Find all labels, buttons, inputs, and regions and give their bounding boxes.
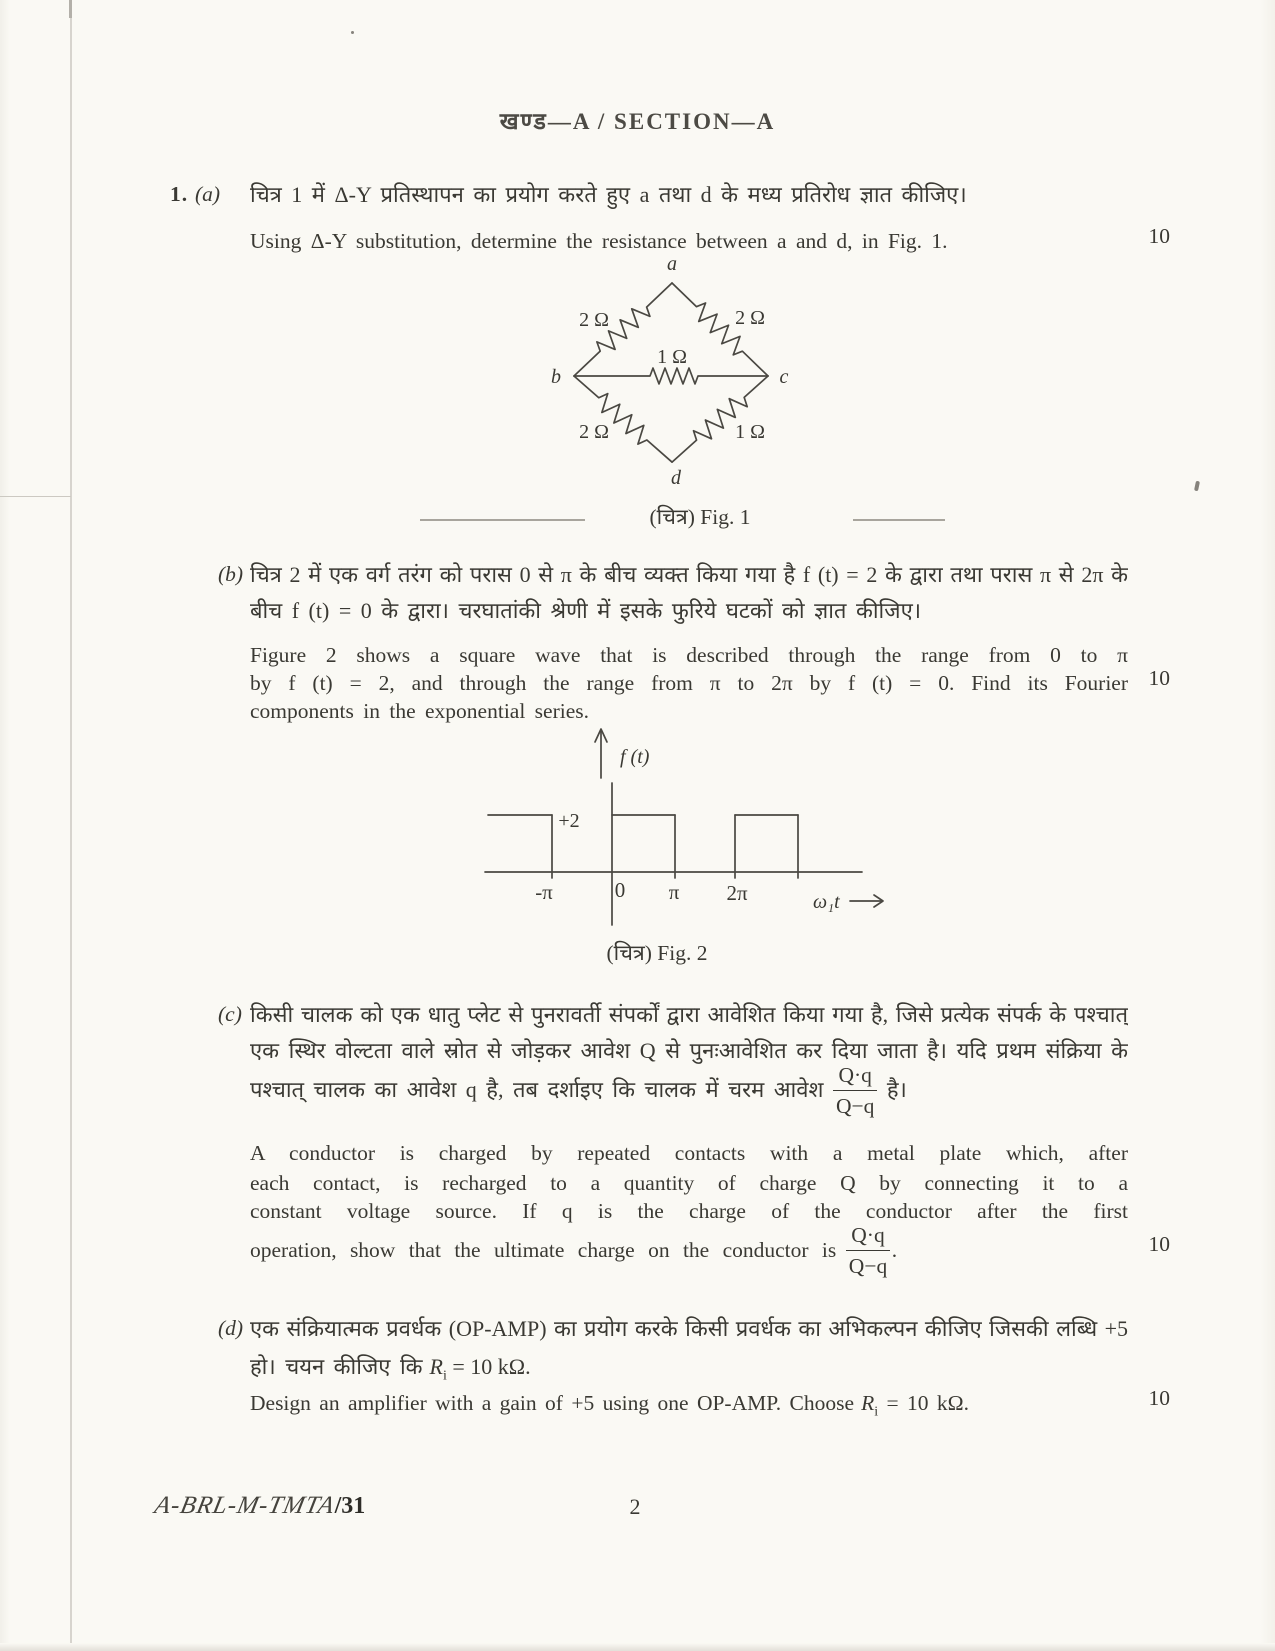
paper-code-script: A-BRL-M-TMTA bbox=[152, 1492, 338, 1519]
scan-fold-hline bbox=[0, 496, 71, 497]
hindi-post: = 10 kΩ. bbox=[452, 1354, 531, 1379]
hindi-pre: हो। चयन कीजिए कि bbox=[250, 1354, 423, 1379]
charge-fraction bbox=[833, 1063, 876, 1118]
question-1a-english: Using Δ-Y substitution, determine the resistance between a and d, in Fig. 1. bbox=[250, 229, 948, 253]
node-label-a: a bbox=[667, 253, 677, 275]
english-post: = 10 kΩ. bbox=[886, 1391, 969, 1415]
english-frac-post: . bbox=[891, 1238, 898, 1262]
node-label-d: d bbox=[671, 467, 681, 489]
question-1b-hindi-line1: चित्र 2 में एक वर्ग तरंग को परास 0 से π के बीच व्यक्त किया गया है f (t) = 2 के द्वारा तथा परास π से 2π के bbox=[250, 562, 1128, 587]
fig2-caption: (चित्र) Fig. 2 bbox=[606, 941, 708, 965]
ft-axis-label: f (t) bbox=[620, 746, 650, 768]
question-1b-english-line1: Figure 2 shows a square wave that is described through the range from 0 to π bbox=[250, 643, 1128, 667]
question-1a-marks: 10 bbox=[1148, 224, 1170, 248]
variable-R-subscript: i bbox=[443, 1368, 447, 1384]
resistor-ab-value: 2 Ω bbox=[579, 309, 609, 331]
resistor-ac-value: 2 Ω bbox=[735, 307, 765, 329]
scan-crease-line bbox=[70, 0, 72, 1651]
figure-1-circuit-diagram bbox=[520, 250, 820, 495]
tick-zero: 0 bbox=[614, 878, 626, 902]
fig1-caption-rule-right bbox=[853, 519, 945, 521]
scan-crease-top bbox=[69, 0, 72, 18]
question-1d-label: (d) bbox=[218, 1316, 244, 1340]
question-1c-english-line2: each contact, is recharged to a quantity of charge Q by connecting it to a bbox=[250, 1171, 1128, 1195]
variable-R: R bbox=[429, 1354, 443, 1379]
x-axis-label: ω₁t bbox=[813, 891, 840, 913]
resistor-bd bbox=[568, 369, 678, 469]
resistor-bc-value: 1 Ω bbox=[657, 346, 687, 368]
page-bottom-shadow bbox=[0, 1643, 1275, 1651]
section-header: खण्ड—A / SECTION—A bbox=[499, 109, 776, 134]
question-1b-label: (b) bbox=[218, 562, 244, 586]
question-1b-hindi-line2: बीच f (t) = 0 के द्वारा। चरघातांकी श्रेणी में इसके फुरिये घटकों को ज्ञात कीजिए। bbox=[250, 598, 922, 623]
question-1c-hindi-line3 bbox=[250, 1062, 907, 1118]
question-1b-marks: 10 bbox=[1148, 666, 1170, 690]
question-1d-hindi-line2 bbox=[250, 1352, 531, 1391]
question-1c-english-line1: A conductor is charged by repeated contacts with a metal plate which, after bbox=[250, 1141, 1128, 1165]
level-label: +2 bbox=[558, 810, 580, 832]
scan-speck bbox=[351, 31, 354, 34]
node-label-c: c bbox=[779, 366, 789, 388]
node-label-b: b bbox=[551, 366, 561, 388]
question-number: 1. bbox=[170, 182, 189, 206]
fraction-numerator: Q·q bbox=[833, 1063, 876, 1091]
question-1a-label: (a) bbox=[195, 182, 221, 206]
paper-code-number: /31 bbox=[334, 1493, 366, 1519]
tick-pi: π bbox=[668, 880, 680, 904]
resistor-cd-value: 1 Ω bbox=[735, 421, 765, 443]
charge-fraction bbox=[846, 1223, 889, 1278]
english-pre: Design an amplifier with a gain of +5 using one OP-AMP. Choose bbox=[250, 1391, 855, 1415]
scan-speck bbox=[1194, 481, 1200, 492]
question-1c-english-line4 bbox=[250, 1222, 897, 1278]
variable-R-subscript: i bbox=[874, 1404, 879, 1420]
question-1c-label: (c) bbox=[218, 1002, 242, 1026]
fig1-caption: (चित्र) Fig. 1 bbox=[649, 505, 751, 529]
fraction-denominator: Q−q bbox=[835, 1093, 875, 1118]
question-1b-english-line2: by f (t) = 2, and through the range from π to 2π by f (t) = 0. Find its Fourier bbox=[250, 671, 1128, 695]
footer-paper-code bbox=[152, 1492, 366, 1520]
page-number: 2 bbox=[629, 1494, 641, 1519]
hindi-frac-post: है। bbox=[886, 1077, 907, 1102]
fig1-caption-rule-left bbox=[420, 519, 585, 521]
question-1d-marks: 10 bbox=[1148, 1386, 1170, 1410]
question-1c-hindi-line1: किसी चालक को एक धातु प्लेट से पुनरावर्ती संपर्कों द्वारा आवेशित किया गया है, जिसे प्रत्येक संपर्क के पश्चात् bbox=[250, 1002, 1128, 1027]
fraction-denominator: Q−q bbox=[848, 1253, 888, 1278]
tick-two-pi: 2π bbox=[726, 881, 748, 905]
hindi-frac-pre: पश्चात् चालक का आवेश q है, तब दर्शाइए कि चालक में चरम आवेश bbox=[250, 1077, 824, 1102]
question-1b-english-line3: components in the exponential series. bbox=[250, 699, 590, 723]
resistor-bc bbox=[574, 368, 768, 384]
variable-R: R bbox=[861, 1391, 875, 1415]
question-1a-hindi: चित्र 1 में Δ-Y प्रतिस्थापन का प्रयोग करते हुए a तथा d के मध्य प्रतिरोध ज्ञात कीजिए। bbox=[250, 182, 967, 207]
question-1c-hindi-line2: एक स्थिर वोल्टता वाले स्रोत से जोड़कर आवेश Q से पुनःआवेशित कर दिया जाता है। यदि प्रथम संक्रिया के bbox=[250, 1038, 1128, 1063]
question-1d-english bbox=[250, 1388, 969, 1427]
resistor-bd-value: 2 Ω bbox=[579, 421, 609, 443]
question-1c-english-line3: constant voltage source. If q is the charge of the conductor after the first bbox=[250, 1199, 1128, 1223]
question-1c-marks: 10 bbox=[1148, 1232, 1170, 1256]
english-frac-pre: operation, show that the ultimate charge on the conductor is bbox=[250, 1238, 837, 1262]
question-1d-hindi-line1: एक संक्रियात्मक प्रवर्धक (OP-AMP) का प्रयोग करके किसी प्रवर्धक का अभिकल्पन कीजिए जिसकी लब्धि +5 bbox=[250, 1316, 1128, 1341]
figure-2-square-wave bbox=[430, 705, 900, 937]
tick-minus-pi: -π bbox=[535, 880, 553, 904]
fraction-numerator: Q·q bbox=[846, 1223, 889, 1251]
